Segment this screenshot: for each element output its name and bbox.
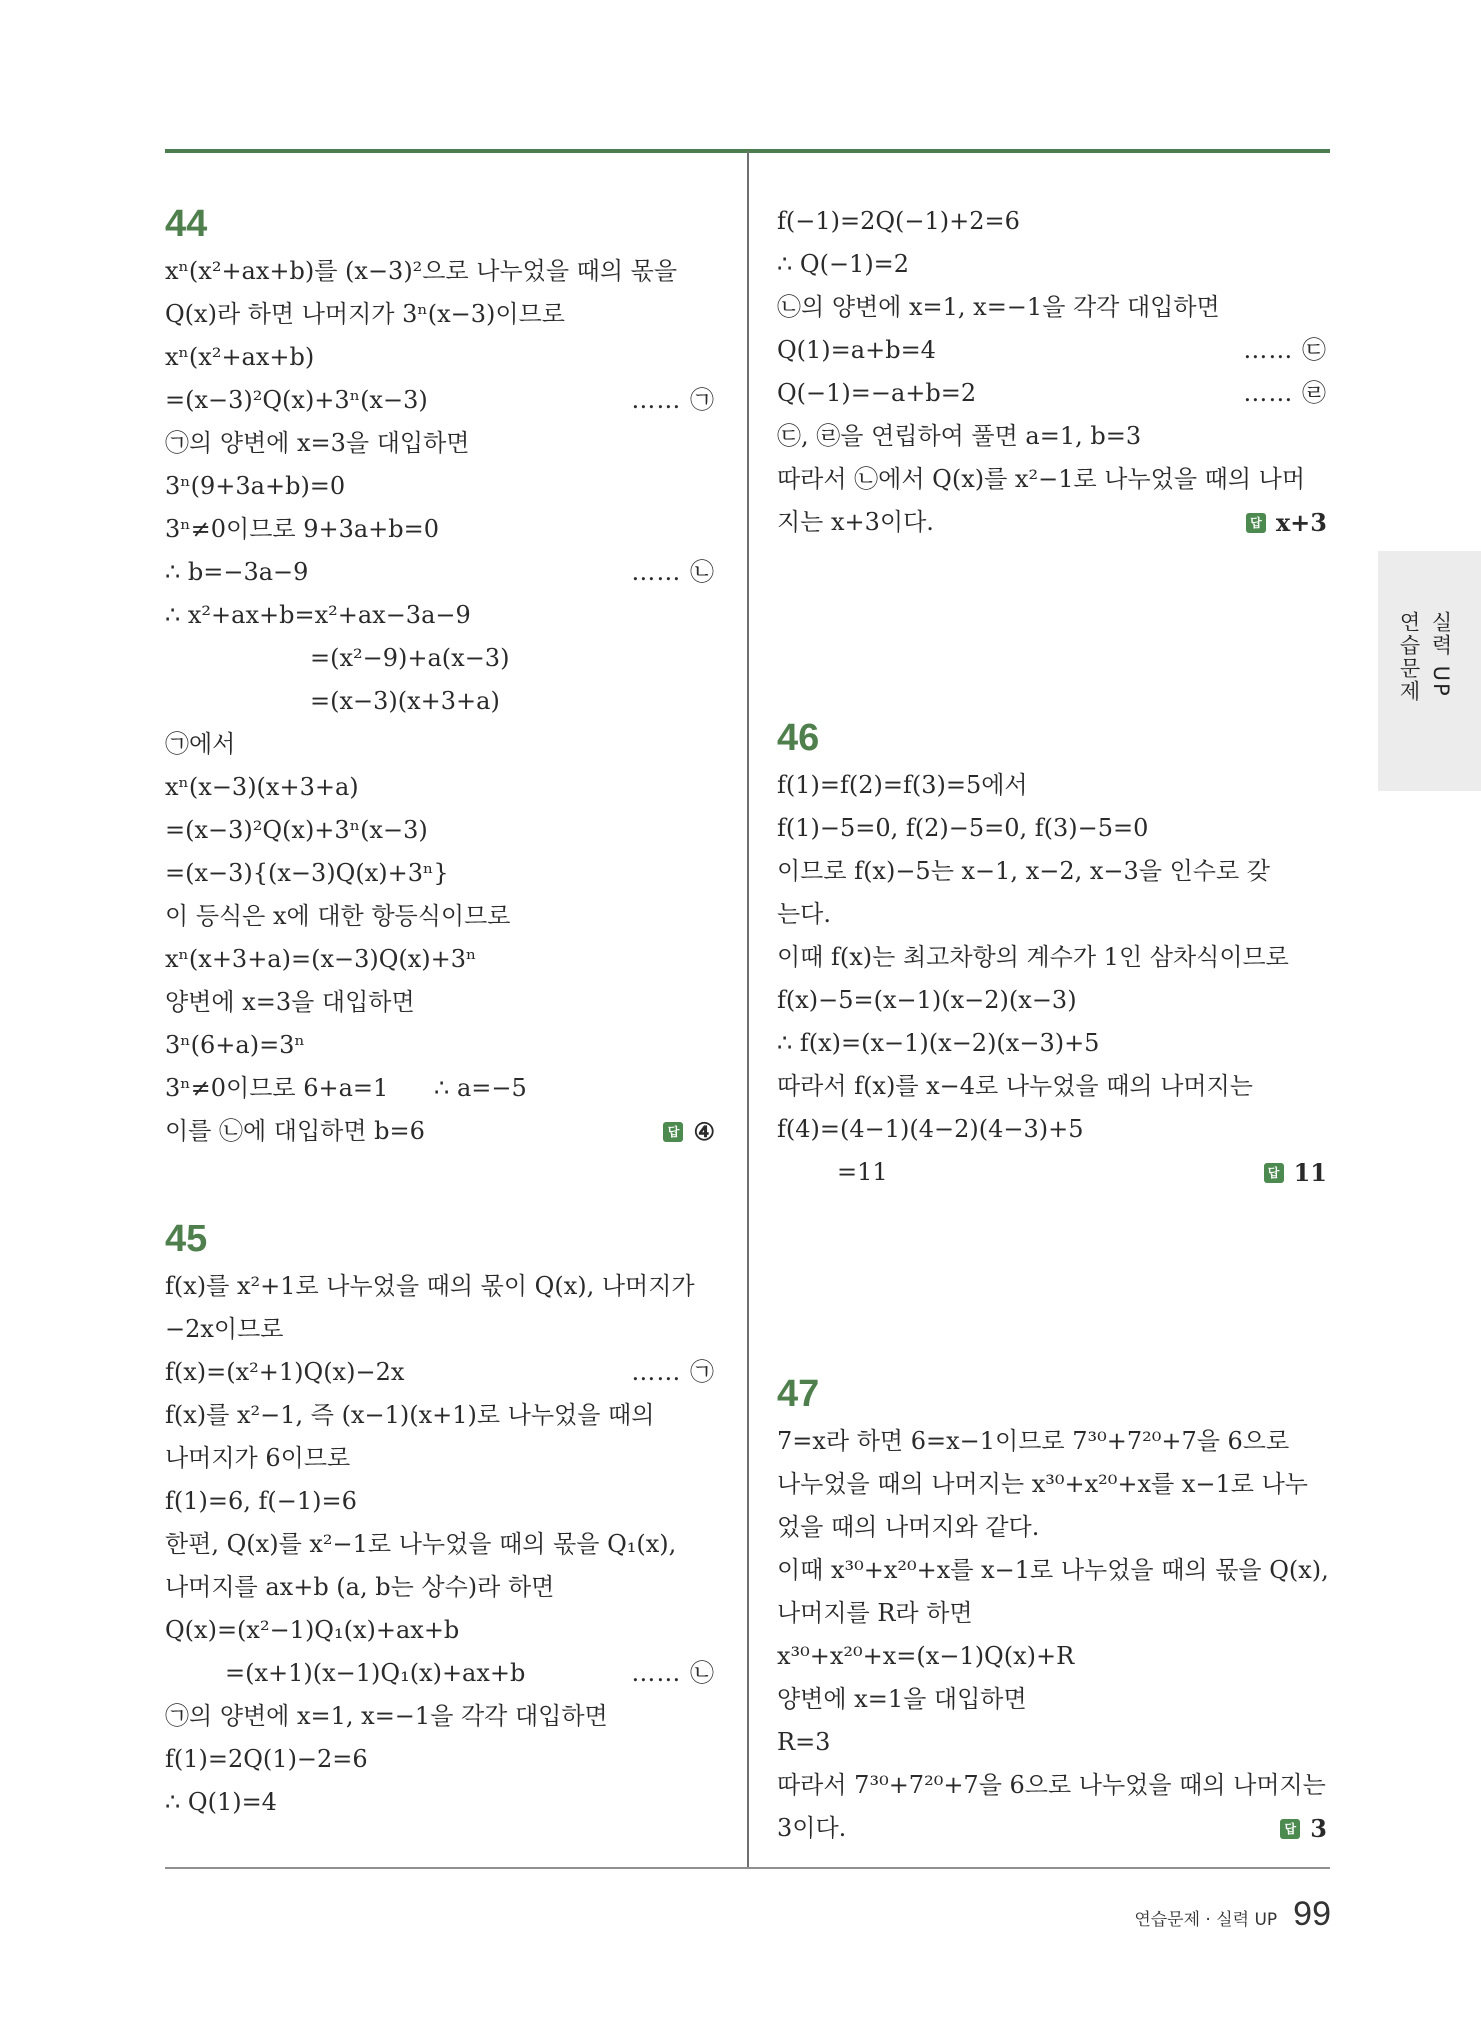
text-line: f(x)를 x²+1로 나누었을 때의 몫이 Q(x), 나머지가 xyxy=(165,1272,695,1300)
answer xyxy=(1264,1151,1327,1194)
answer xyxy=(663,1110,715,1153)
equation-text: Q(−1)=−a+b=2 xyxy=(777,379,977,407)
page-number: 99 xyxy=(1293,1895,1331,1933)
equation-tag: …… ㉡ xyxy=(631,558,715,586)
equation-text: Q(1)=a+b=4 xyxy=(777,336,936,364)
text-line: ㉡의 양변에 x=1, x=−1을 각각 대입하면 xyxy=(777,293,1220,321)
answer-line xyxy=(777,1151,1329,1194)
text-line: f(1)=f(2)=f(3)=5에서 xyxy=(777,771,1028,799)
text-line: xⁿ(x+3+a)=(x−3)Q(x)+3ⁿ xyxy=(165,945,477,973)
text-line: R=3 xyxy=(777,1728,831,1756)
text-line: 따라서 7³⁰+7²⁰+7을 6으로 나누었을 때의 나머지는 xyxy=(777,1771,1326,1799)
problem-44 xyxy=(165,200,717,1153)
section-side-tab xyxy=(1378,551,1481,791)
equation-tag: …… ㉠ xyxy=(631,386,715,414)
text-line: 이므로 f(x)−5는 x−1, x−2, x−3을 인수로 갖 xyxy=(777,857,1270,885)
text-line: 3이다. xyxy=(777,1814,847,1842)
text-line: 이 등식은 x에 대한 항등식이므로 xyxy=(165,902,511,930)
left-column xyxy=(165,200,717,1824)
equation-line xyxy=(777,329,1329,372)
text-line: ㉢, ㉣을 연립하여 풀면 a=1, b=3 xyxy=(777,422,1142,450)
text-line: 한편, Q(x)를 x²−1로 나누었을 때의 몫을 Q₁(x), xyxy=(165,1530,677,1558)
text-line: f(1)−5=0, f(2)−5=0, f(3)−5=0 xyxy=(777,814,1149,842)
equation-line xyxy=(165,551,717,594)
equation-text: =(x+1)(x−1)Q₁(x)+ax+b xyxy=(225,1659,526,1687)
text-line: ㉠의 양변에 x=3을 대입하면 xyxy=(165,429,470,457)
text-line: 양변에 x=3을 대입하면 xyxy=(165,988,415,1016)
equation-text: ∴ b=−3a−9 xyxy=(165,558,309,586)
text-line: 지는 x+3이다. xyxy=(777,508,934,536)
answer-line xyxy=(777,1807,1329,1850)
side-tab-label: 연습문제 xyxy=(1397,611,1421,703)
answer-badge-icon: 답 xyxy=(1246,513,1266,533)
column-divider xyxy=(747,151,749,1867)
bottom-rule xyxy=(165,1867,1330,1869)
problem-45-continued xyxy=(777,200,1329,544)
text-line: xⁿ(x²+ax+b) xyxy=(165,343,315,371)
answer-value: 11 xyxy=(1293,1158,1327,1187)
footer-section-label: 연습문제 · 실력 UP xyxy=(1134,1910,1278,1930)
equation-text: =(x−3)²Q(x)+3ⁿ(x−3) xyxy=(165,386,428,414)
problem-number: 45 xyxy=(165,1218,208,1260)
text-line: ∴ Q(1)=4 xyxy=(165,1788,277,1816)
text-line: ∴ Q(−1)=2 xyxy=(777,250,910,278)
equation-tag: …… ㉢ xyxy=(1243,336,1327,364)
equation-line xyxy=(165,1351,717,1394)
answer-line xyxy=(165,1110,717,1153)
equation-line xyxy=(165,1652,717,1695)
text-line: =(x−3)²Q(x)+3ⁿ(x−3) xyxy=(165,816,428,844)
text-line: f(4)=(4−1)(4−2)(4−3)+5 xyxy=(777,1115,1084,1143)
text-line: xⁿ(x−3)(x+3+a) xyxy=(165,773,359,801)
text-line: f(x)−5=(x−1)(x−2)(x−3) xyxy=(777,986,1077,1014)
text-line: 3ⁿ(6+a)=3ⁿ xyxy=(165,1031,305,1059)
answer-badge-icon: 답 xyxy=(1264,1163,1284,1183)
text-line: Q(x)라 하면 나머지가 3ⁿ(x−3)이므로 xyxy=(165,300,565,328)
equation-line xyxy=(165,379,717,422)
text-line: ㉠에서 xyxy=(165,730,236,758)
text-line: 는다. xyxy=(777,900,831,928)
text-line: 었을 때의 나머지와 같다. xyxy=(777,1513,1040,1541)
text-line: 나머지를 ax+b (a, b는 상수)라 하면 xyxy=(165,1573,555,1601)
answer xyxy=(1280,1807,1327,1850)
text-line: x³⁰+x²⁰+x=(x−1)Q(x)+R xyxy=(777,1642,1075,1670)
equation-line xyxy=(777,372,1329,415)
answer-line xyxy=(777,501,1329,544)
answer-value: ④ xyxy=(693,1117,715,1146)
text-line: =11 xyxy=(837,1158,888,1186)
text-line: 양변에 x=1을 대입하면 xyxy=(777,1685,1027,1713)
answer-value: 3 xyxy=(1310,1814,1327,1843)
text-line: ∴ f(x)=(x−1)(x−2)(x−3)+5 xyxy=(777,1029,1100,1057)
text-line: 나머지가 6이므로 xyxy=(165,1444,351,1472)
text-line: 7=x라 하면 6=x−1이므로 7³⁰+7²⁰+7을 6으로 xyxy=(777,1427,1290,1455)
text-line: =(x−3){(x−3)Q(x)+3ⁿ} xyxy=(165,859,449,887)
text-line: =(x²−9)+a(x−3) xyxy=(310,644,510,672)
text-line: −2x이므로 xyxy=(165,1315,284,1343)
text-line: ㉠의 양변에 x=1, x=−1을 각각 대입하면 xyxy=(165,1702,608,1730)
equation-tag: …… ㉠ xyxy=(631,1358,715,1386)
page-footer xyxy=(1134,1895,1331,1934)
right-column xyxy=(777,200,1329,1850)
equation-tag: …… ㉡ xyxy=(631,1659,715,1687)
text-line: 이때 x³⁰+x²⁰+x를 x−1로 나누었을 때의 몫을 Q(x), xyxy=(777,1556,1329,1584)
text-line: 나누었을 때의 나머지는 x³⁰+x²⁰+x를 x−1로 나누 xyxy=(777,1470,1308,1498)
text-line: 따라서 ㉡에서 Q(x)를 x²−1로 나누었을 때의 나머 xyxy=(777,465,1306,493)
answer-badge-icon: 답 xyxy=(1280,1819,1300,1839)
text-line: xⁿ(x²+ax+b)를 (x−3)²으로 나누었을 때의 몫을 xyxy=(165,257,678,285)
equation-tag: …… ㉣ xyxy=(1243,379,1327,407)
text-line: ∴ x²+ax+b=x²+ax−3a−9 xyxy=(165,601,471,629)
text-line: 이때 f(x)는 최고차항의 계수가 1인 삼차식이므로 xyxy=(777,943,1289,971)
text-line: f(x)를 x²−1, 즉 (x−1)(x+1)로 나누었을 때의 xyxy=(165,1401,655,1429)
problem-number: 44 xyxy=(165,203,208,245)
problem-46 xyxy=(777,714,1329,1194)
problem-47 xyxy=(777,1370,1329,1850)
text-line: f(1)=2Q(1)−2=6 xyxy=(165,1745,368,1773)
problem-45 xyxy=(165,1215,717,1824)
answer xyxy=(1246,501,1327,544)
side-tab-label: 실력 UP xyxy=(1429,611,1453,698)
text-line: f(1)=6, f(−1)=6 xyxy=(165,1487,357,1515)
text-line: 따라서 f(x)를 x−4로 나누었을 때의 나머지는 xyxy=(777,1072,1253,1100)
text-line: 3ⁿ(9+3a+b)=0 xyxy=(165,472,346,500)
text-line: 이를 ㉡에 대입하면 b=6 xyxy=(165,1117,425,1145)
equation-text: f(x)=(x²+1)Q(x)−2x xyxy=(165,1358,405,1386)
answer-value: x+3 xyxy=(1275,508,1327,537)
text-line: 3ⁿ≠0이므로 6+a=1 ∴ a=−5 xyxy=(165,1074,527,1102)
problem-number: 47 xyxy=(777,1373,820,1415)
answer-badge-icon: 답 xyxy=(663,1122,683,1142)
text-line: =(x−3)(x+3+a) xyxy=(310,687,500,715)
text-line: Q(x)=(x²−1)Q₁(x)+ax+b xyxy=(165,1616,460,1644)
text-line: 나머지를 R라 하면 xyxy=(777,1599,973,1627)
text-line: f(−1)=2Q(−1)+2=6 xyxy=(777,207,1020,235)
problem-number: 46 xyxy=(777,717,820,759)
text-line: 3ⁿ≠0이므로 9+3a+b=0 xyxy=(165,515,440,543)
